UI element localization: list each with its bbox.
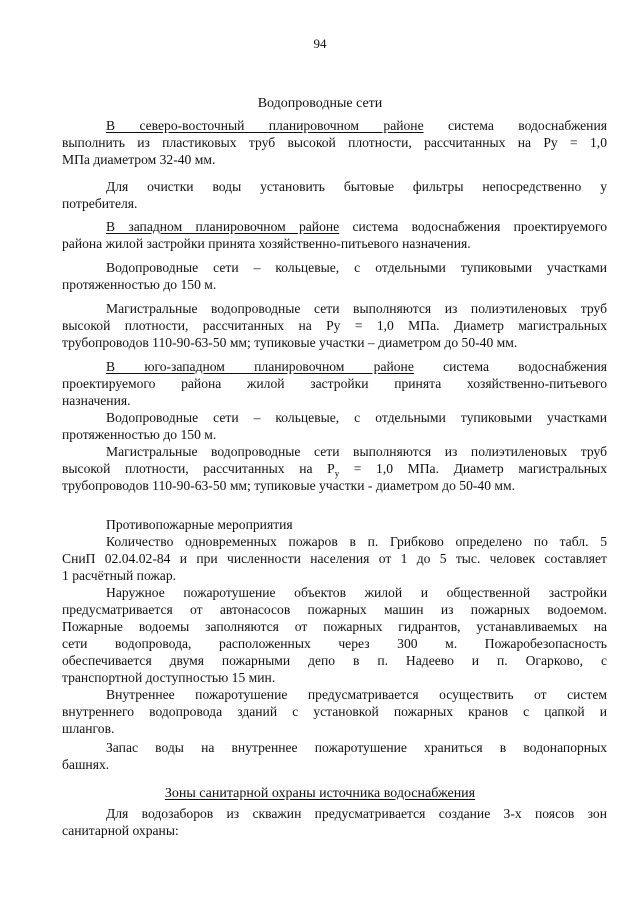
paragraph-line: высокой плотности, рассчитанных на $Р_у = 1,0$ МПа. Диаметр магистральных [62, 461, 607, 479]
paragraph-line: протяженностью до 150 м. [62, 277, 217, 292]
paragraph-line: сети водопровода, расположенных через 300 м. Пожаробезопасность [62, 636, 607, 651]
paragraph-line: 1 расчётный пожар. [62, 568, 177, 583]
paragraph-line: санитарной охраны: [62, 823, 179, 838]
paragraph-line: трубопроводов 110-90-63-50 мм; тупиковые участки – диаметром до 50-40 мм. [62, 335, 518, 350]
paragraph-line: Водопроводные сети – кольцевые, с отдельными тупиковыми участками [106, 260, 607, 275]
paragraph-line: Для очистки воды установить бытовые фильтры непосредственно у [106, 179, 607, 194]
underlined-district: В северо-восточный планировочном районе [106, 118, 424, 133]
water-section-title: Водопроводные сети [257, 96, 383, 111]
paragraph-line: Запас воды на внутреннее пожаротушение храниться в водонапорных [106, 740, 607, 755]
underlined-district: В западном планировочном районе [106, 219, 340, 234]
fire-section-title: Противопожарные мероприятия [106, 517, 293, 532]
paragraph-line: Внутреннее пожаротушение предусматривается осуществить от систем [106, 687, 607, 702]
paragraph-line: трубопроводов 110-90-63-50 мм; тупиковые участки - диаметром до 50-40 мм. [62, 478, 515, 493]
sanitary-section-title: Зоны санитарной охраны источника водоснабжения [164, 786, 476, 801]
paragraph-line: Для водозаборов из скважин предусматривается создание 3-х поясов зон [106, 806, 607, 821]
paragraph-line: предусматривается от автонасосов пожарных машин из пожарных водоемом. [62, 602, 607, 617]
paragraph-line: потребителя. [62, 196, 138, 211]
paragraph-line: Наружное пожаротушение объектов жилой и общественной застройки [106, 585, 607, 600]
paragraph-line: проектируемого района жилой застройки принята хозяйственно-питьевого [62, 376, 607, 391]
paragraph-line: Водопроводные сети – кольцевые, с отдельными тупиковыми участками [106, 410, 607, 425]
underlined-district: В юго-западном планировочном районе [106, 359, 414, 374]
paragraph-line: протяженностью до 150 м. [62, 427, 217, 442]
paragraph-line: СниП 02.04.02-84 и при численности населения от 1 до 5 тыс. человек составляет [62, 551, 607, 566]
paragraph-line: района жилой застройки принята хозяйственно-питьевого назначения. [62, 236, 471, 251]
page-number: 94 [313, 36, 327, 51]
paragraph-line: МПа диаметром 32-40 мм. [62, 152, 216, 167]
paragraph-line: назначения. [62, 393, 131, 408]
paragraph-line: шлангов. [62, 721, 115, 736]
paragraph-line: Количество одновременных пожаров в п. Грибково определено по табл. 5 [106, 534, 607, 549]
subscript: у [334, 468, 340, 479]
paragraph-line: В северо-восточный планировочном районе система водоснабжения [106, 118, 607, 133]
paragraph-line: обеспечивается двумя пожарными депо в п. Надеево и п. Огарково, с [62, 653, 607, 668]
paragraph-line: Пожарные водоемы заполняются от пожарных гидрантов, устанавливаемых на [62, 619, 607, 634]
paragraph-line: башнях. [62, 757, 110, 772]
paragraph-line: выполнить из пластиковых труб высокой плотности, рассчитанных на Ру = 1,0 [62, 135, 607, 150]
paragraph-line: В западном планировочном районе система водоснабжения проектируемого [106, 219, 607, 234]
paragraph-line: транспортной доступностью 15 мин. [62, 670, 276, 685]
paragraph-line: внутреннего водопровода зданий с установкой пожарных кранов с цапкой и [62, 704, 607, 719]
paragraph-line: высокой плотности, рассчитанных на Ру = 1,0 МПа. Диаметр магистральных [62, 318, 607, 333]
paragraph-line: Магистральные водопроводные сети выполняются из полиэтиленовых труб [106, 444, 607, 459]
paragraph-line: В юго-западном планировочном районе система водоснабжения [106, 359, 607, 374]
paragraph-line: Магистральные водопроводные сети выполняются из полиэтиленовых труб [106, 301, 607, 316]
